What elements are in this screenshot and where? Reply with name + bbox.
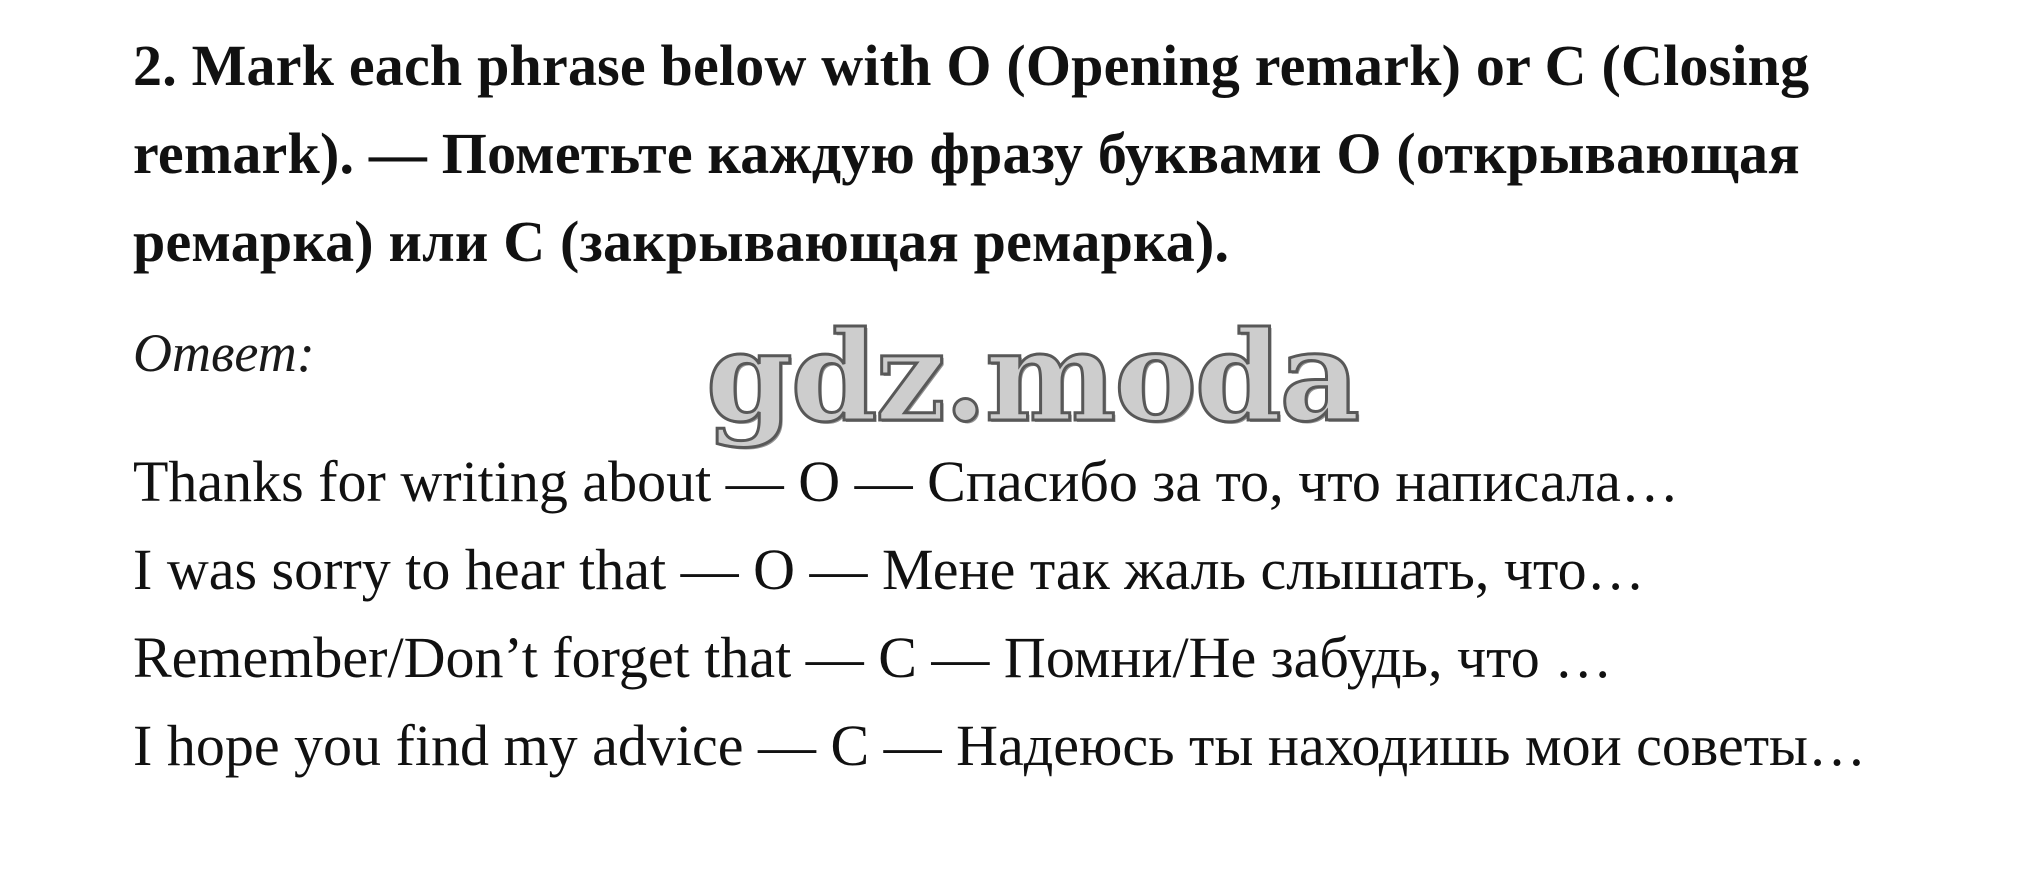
- answer-line: Remember/Don’t forget that — C — Помни/Не забудь, что …: [133, 625, 1613, 690]
- answer-line: Thanks for writing about — O — Спасибо за то, что написала…: [133, 449, 1679, 514]
- answer-line: I hope you find my advice — C — Надеюсь ты находишь мои советы…: [133, 713, 1867, 778]
- answer-line: I was sorry to hear that — O — Мене так жаль слышать, что…: [133, 537, 1645, 602]
- answer-list: [133, 438, 1993, 790]
- task-instruction: 2. Mark each phrase below with O (Opening remark) or C (Closing remark). — Пометьте каждую фразу буквами О (открывающая ремарка) или С (закрывающая ремарка).: [133, 33, 1810, 274]
- answer-label: Ответ:: [133, 323, 315, 383]
- watermark-logo: gdz.moda: [706, 305, 1358, 450]
